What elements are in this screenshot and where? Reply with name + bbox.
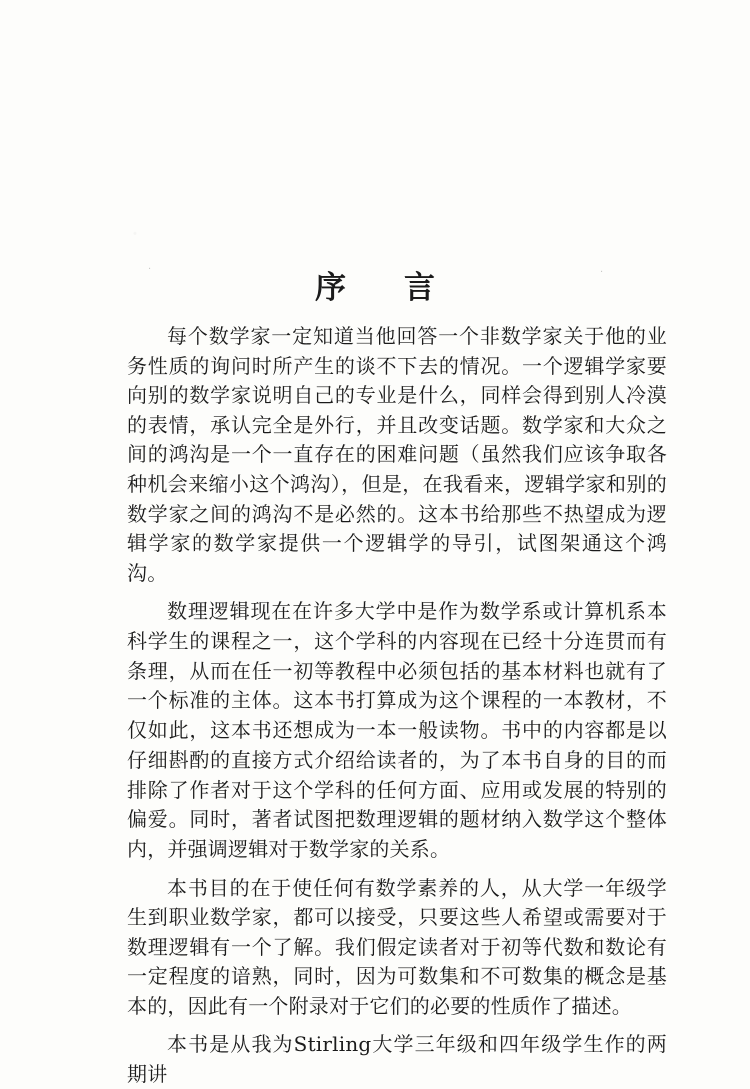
paragraph-3: 本书目的在于使任何有数学素养的人，从大学一年级学生到职业数学家，都可以接受，只要这些人希望或需要对于数理逻辑有一个了解。我们假定读者对于初等代数和数论有一定程度的谙熟，同时，因为可数集和不可数集的概念是基本的，因此有一个附录对于它们的必要的性质作了描述。 <box>127 875 667 1018</box>
scan-speck: · <box>148 264 152 275</box>
paragraph-1: 每个数学家一定知道当他回答一个非数学家关于他的业务性质的询问时所产生的谈不下去的情况。一个逻辑学家要向别的数学家说明自己的专业是什么，同样会得到别人冷漠的表情，承认完全是外行，并且改变话题。数学家和大众之间的鸿沟是一个一直存在的困难问题（虽然我们应该争取各种机会来缩小这个鸿沟），但是，在我看来，逻辑学家和别的数学家之间的鸿沟不是必然的。这本书给那些不热望成为逻辑学家的数学家提供一个逻辑学的导引，试图架通这个鸿沟。 <box>127 324 667 585</box>
paragraph-4: 本书是从我为Stirling大学三年级和四年级学生作的两期讲 <box>127 1032 667 1086</box>
scan-speck: · <box>600 267 604 278</box>
paragraph-2: 数理逻辑现在在许多大学中是作为数学系或计算机系本科学生的课程之一，这个学科的内容现在已经十分连贯而有条理，从而在任一初等教程中必须包括的基本材料也就有了一个标准的主体。这本书打算成为这个课程的一本教材，不仅如此，这本书还想成为一本一般读物。书中的内容都是以仔细斟酌的直接方式介绍给读者的，为了本书自身的目的而排除了作者对于这个学科的任何方面、应用或发展的特别的偏爱。同时，著者试图把数理逻辑的题材纳入数学这个整体内，并强调逻辑对于数学家的关系。 <box>127 599 667 861</box>
page-title: 序言 <box>315 269 493 306</box>
main-text <box>127 322 667 1086</box>
